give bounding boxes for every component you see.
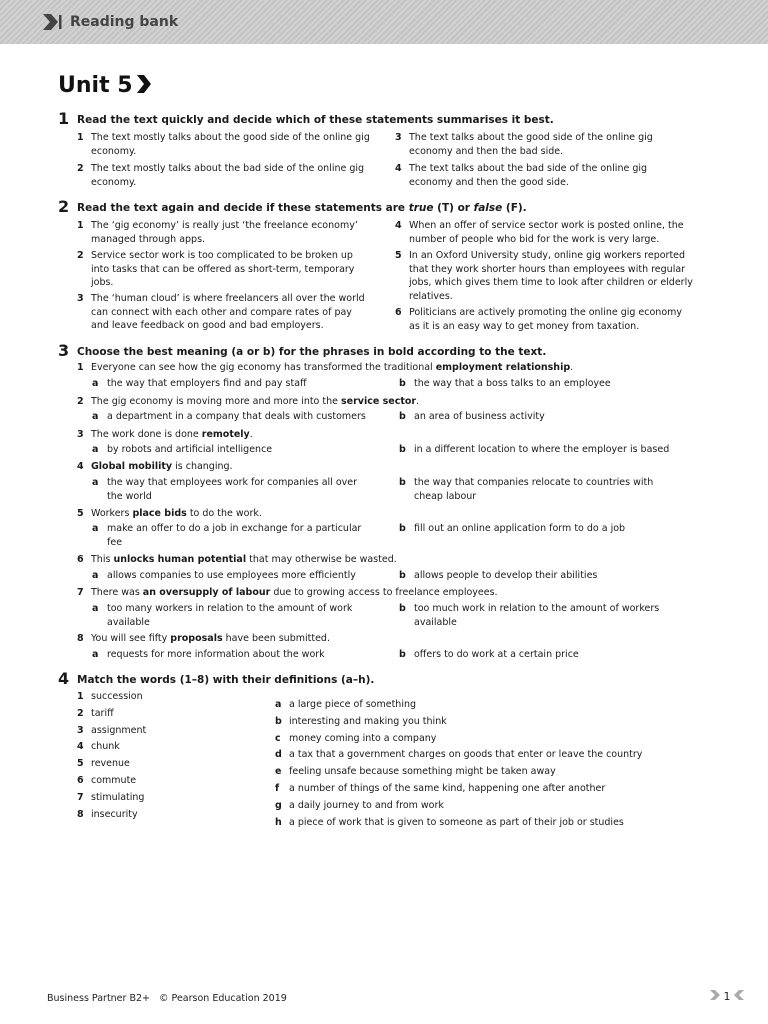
header-title: Reading bank xyxy=(70,14,179,30)
chevron-right-icon xyxy=(135,75,151,93)
page-number xyxy=(710,990,744,1003)
exercise-instruction: Choose the best meaning (a or b) for the phrases in bold according to the text. xyxy=(77,346,547,358)
item-number: 2 xyxy=(77,396,84,407)
footer-copyright: Business Partner B2+ © Pearson Education 2019 xyxy=(47,993,287,1004)
ex4-word-2 xyxy=(77,708,114,719)
option-letter: a xyxy=(92,649,99,660)
bold-phrase: Global mobility xyxy=(91,461,173,472)
option-text: by robots and artificial intelligence xyxy=(107,444,273,455)
ex3-question-4 xyxy=(77,461,233,472)
option-letter: a xyxy=(92,411,99,422)
item-text: The ‘gig economy’ is really just ‘the freelance economy’ managed through apps. xyxy=(91,220,358,245)
option-text: allows people to develop their abilities xyxy=(414,570,598,581)
item-number: 2 xyxy=(77,163,84,174)
instruction-false: false xyxy=(473,202,503,214)
item-number: 3 xyxy=(395,132,402,143)
definition-letter: c xyxy=(275,732,281,744)
exercise-number: 2 xyxy=(58,197,70,216)
instruction-part: (F). xyxy=(502,202,527,214)
option-text: the way that companies relocate to countries with cheap labour xyxy=(414,477,654,502)
definition-text: a tax that a government charges on goods that enter or leave the country xyxy=(289,749,643,761)
word-text: chunk xyxy=(91,741,120,753)
ex4-definition-e xyxy=(275,766,556,777)
definition-letter: b xyxy=(275,715,282,727)
word-text: revenue xyxy=(91,758,130,770)
ex4-definition-a xyxy=(275,699,416,710)
item-number: 6 xyxy=(77,554,84,565)
instruction-true: true xyxy=(408,202,434,214)
option-letter: a xyxy=(92,570,99,581)
ex3-question-7 xyxy=(77,587,498,598)
item-text: Politicians are actively promoting the online gig economy as it is an easy way to get money from taxation. xyxy=(409,307,683,332)
word-text: assignment xyxy=(91,724,147,736)
instruction-part: (T) or xyxy=(433,202,474,214)
option-text: too much work in relation to the amount of workers available xyxy=(414,603,660,628)
word-text: commute xyxy=(91,775,137,786)
option-text: fill out an online application form to do a job xyxy=(414,523,626,534)
question-text: have been submitted. xyxy=(222,633,330,644)
exercise-instruction xyxy=(77,202,527,214)
question-text: . xyxy=(416,396,420,407)
option-letter: b xyxy=(399,603,406,614)
item-number: 4 xyxy=(77,741,84,753)
item-number: 4 xyxy=(395,220,402,231)
ex4-word-6 xyxy=(77,775,136,786)
question-text: The work done is done xyxy=(91,429,202,440)
page-number-text: 1 xyxy=(723,990,731,1003)
ex3-question-5 xyxy=(77,508,262,519)
exercise-number: 1 xyxy=(58,109,70,128)
bold-phrase: employment relationship xyxy=(435,362,571,373)
definition-text: a daily journey to and from work xyxy=(289,799,444,811)
option-text: make an offer to do a job in exchange for a particular fee xyxy=(107,523,362,548)
item-number: 8 xyxy=(77,633,84,644)
item-number: 2 xyxy=(77,707,84,719)
option-letter: b xyxy=(399,378,406,389)
ex3-question-6 xyxy=(77,554,397,565)
item-text: Service sector work is too complicated to be broken up into tasks that can be offered as short-term, temporary jobs. xyxy=(91,250,355,288)
ex4-word-8 xyxy=(77,809,138,820)
item-number: 4 xyxy=(395,163,402,174)
ex4-word-1 xyxy=(77,691,143,702)
definition-text: a piece of work that is given to someone as part of their job or studies xyxy=(289,816,624,828)
item-number: 8 xyxy=(77,808,84,820)
option-letter: b xyxy=(399,444,406,455)
option-letter: b xyxy=(399,477,406,488)
word-text: stimulating xyxy=(91,791,145,803)
definition-letter: a xyxy=(275,699,282,710)
bold-phrase: unlocks human potential xyxy=(113,554,247,565)
header-bar xyxy=(0,0,768,44)
item-number: 7 xyxy=(77,587,84,598)
definition-text: money coming into a company xyxy=(289,732,437,744)
ex4-word-5 xyxy=(77,758,130,769)
ex4-word-4 xyxy=(77,741,120,752)
question-text: . xyxy=(570,362,574,373)
instruction-part: Read the text again and decide if these statements are xyxy=(77,202,409,214)
question-text: is changing. xyxy=(172,461,233,472)
item-number: 1 xyxy=(77,691,84,702)
ex4-definition-c xyxy=(275,733,436,744)
ex4-definition-b xyxy=(275,716,447,727)
question-text: due to growing access to freelance employees. xyxy=(270,587,498,598)
ex3-question-1 xyxy=(77,362,573,373)
option-text: the way that employers find and pay staff xyxy=(107,378,307,389)
option-text: a department in a company that deals with customers xyxy=(107,411,366,422)
item-text: The text mostly talks about the good side of the online gig economy. xyxy=(91,132,370,157)
item-number: 6 xyxy=(395,307,402,318)
chevron-left-icon xyxy=(734,990,744,1000)
item-text: When an offer of service sector work is posted online, the number of people who bid for the work is very large. xyxy=(409,220,684,245)
unit-title-text: Unit 5 xyxy=(58,73,133,98)
word-text: tariff xyxy=(91,707,114,719)
question-text: Workers xyxy=(91,508,133,519)
item-number: 5 xyxy=(77,508,84,519)
option-letter: a xyxy=(92,603,99,614)
item-text: The text talks about the bad side of the online gig economy and then the good side. xyxy=(409,163,648,188)
item-number: 6 xyxy=(77,775,84,786)
definition-text: a number of things of the same kind, happening one after another xyxy=(289,783,606,794)
option-letter: b xyxy=(399,523,406,534)
bold-phrase: place bids xyxy=(132,508,187,519)
item-number: 3 xyxy=(77,293,84,304)
ex4-word-7 xyxy=(77,792,144,803)
definition-letter: g xyxy=(275,799,282,811)
item-number: 1 xyxy=(77,220,84,231)
bold-phrase: remotely xyxy=(201,429,250,440)
definition-letter: e xyxy=(275,766,282,778)
item-number: 1 xyxy=(77,362,84,373)
option-text: an area of business activity xyxy=(414,411,545,422)
option-letter: a xyxy=(92,378,99,389)
word-text: insecurity xyxy=(91,808,138,820)
question-text: The gig economy is moving more and more into the xyxy=(91,396,342,407)
ex4-definition-d xyxy=(275,749,642,760)
definition-text: feeling unsafe because something might be taken away xyxy=(289,766,556,778)
question-text: This xyxy=(91,554,114,565)
item-number: 3 xyxy=(77,724,84,736)
bold-phrase: service sector xyxy=(341,396,417,407)
option-text: allows companies to use employees more efficiently xyxy=(107,570,356,581)
item-text: In an Oxford University study, online gig workers reported that they work shorter hours than employees with regular jobs, which gives them time to look after children or elderly relatives. xyxy=(409,250,693,302)
chevron-logo-icon xyxy=(43,14,63,30)
item-number: 5 xyxy=(77,758,84,770)
ex3-question-8 xyxy=(77,633,330,644)
item-number: 2 xyxy=(77,250,84,261)
definition-letter: h xyxy=(275,816,282,828)
ex3-question-2 xyxy=(77,396,419,407)
question-text: There was xyxy=(91,587,143,598)
option-letter: b xyxy=(399,649,406,660)
option-text: requests for more information about the work xyxy=(107,649,325,660)
chevron-right-icon xyxy=(710,990,720,1000)
question-text: to do the work. xyxy=(186,508,262,519)
option-text: offers to do work at a certain price xyxy=(414,649,579,660)
bold-phrase: proposals xyxy=(170,633,223,644)
ex4-definition-f xyxy=(275,783,605,794)
definition-text: interesting and making you think xyxy=(289,715,447,727)
question-text: that may otherwise be wasted. xyxy=(246,554,397,565)
ex4-word-3 xyxy=(77,725,146,736)
option-letter: a xyxy=(92,444,99,455)
ex4-definition-h xyxy=(275,817,624,828)
option-text: too many workers in relation to the amount of work available xyxy=(107,603,353,628)
item-number: 7 xyxy=(77,791,84,803)
exercise-number: 4 xyxy=(58,669,70,688)
ex3-question-3 xyxy=(77,429,253,440)
option-letter: b xyxy=(399,411,406,422)
option-letter: a xyxy=(92,523,99,534)
definition-letter: d xyxy=(275,749,282,761)
item-number: 3 xyxy=(77,429,84,440)
item-text: The text mostly talks about the bad side of the online gig economy. xyxy=(91,163,365,188)
exercise-number: 3 xyxy=(58,341,70,360)
exercise-instruction: Read the text quickly and decide which of these statements summarises it best. xyxy=(77,114,554,126)
item-text: The text talks about the good side of the online gig economy and then the bad side. xyxy=(409,132,653,157)
option-text: in a different location to where the employer is based xyxy=(414,444,670,455)
question-text: You will see fifty xyxy=(91,633,171,644)
option-text: the way that a boss talks to an employee xyxy=(414,378,611,389)
item-number: 1 xyxy=(77,132,84,143)
question-text: . xyxy=(249,429,253,440)
definition-letter: f xyxy=(275,783,280,794)
definition-text: a large piece of something xyxy=(289,699,417,710)
option-letter: b xyxy=(399,570,406,581)
bold-phrase: an oversupply of labour xyxy=(142,587,271,598)
word-text: succession xyxy=(91,691,143,702)
item-number: 4 xyxy=(77,461,84,472)
question-text: Everyone can see how the gig economy has transformed the traditional xyxy=(91,362,436,373)
option-text: the way that employees work for companies all over the world xyxy=(107,477,358,502)
item-number: 5 xyxy=(395,250,402,261)
item-text: The ‘human cloud’ is where freelancers all over the world can connect with each other and compare rates of pay and leave feedback on good and bad employers. xyxy=(91,293,365,331)
exercise-instruction: Match the words (1–8) with their definitions (a–h). xyxy=(77,674,375,686)
option-letter: a xyxy=(92,477,99,488)
ex4-definition-g xyxy=(275,800,444,811)
unit-title xyxy=(58,73,151,98)
